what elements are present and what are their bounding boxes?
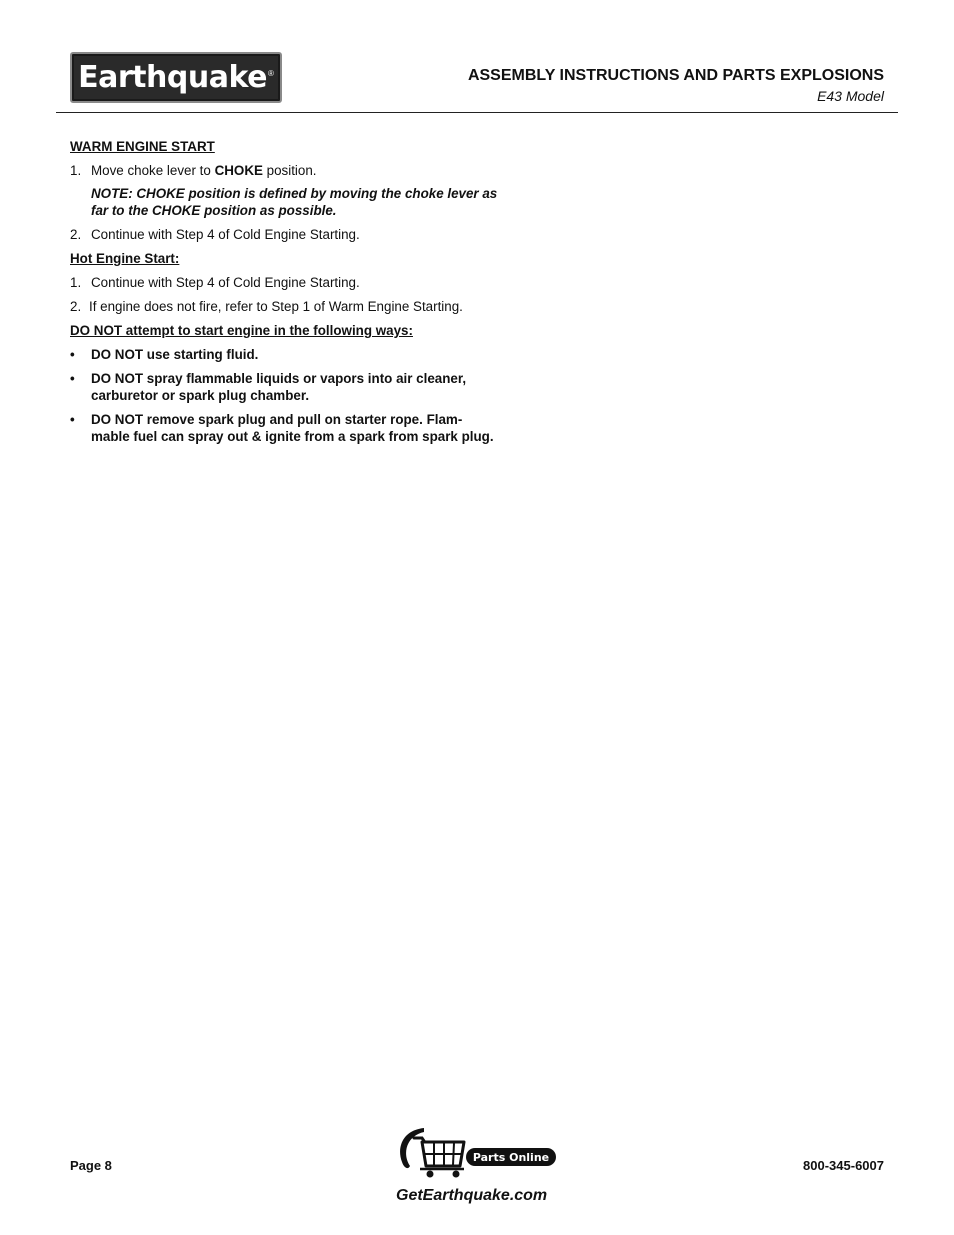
bullet-text: DO NOT use starting fluid. xyxy=(91,347,259,362)
hot-start-heading: Hot Engine Start: xyxy=(70,251,180,266)
phone-number: 800-345-6007 xyxy=(803,1158,884,1173)
website-link[interactable]: GetEarthquake.com xyxy=(396,1187,548,1204)
step-text xyxy=(91,162,317,179)
step-text-pre: Move choke lever to xyxy=(91,163,215,178)
bullet-text: DO NOT remove spark plug and pull on starter rope. Flam-mable fuel can spray out & ignite from a spark from spark plug. xyxy=(91,412,494,444)
step-number: 2. xyxy=(70,299,82,314)
model-subtitle: E43 Model xyxy=(817,88,884,104)
parts-online-cart-icon xyxy=(394,1124,560,1180)
choke-emphasis: CHOKE xyxy=(214,163,263,178)
bullet-icon: • xyxy=(70,347,75,362)
do-not-heading: DO NOT attempt to start engine in the following ways: xyxy=(70,323,413,338)
choke-note: NOTE: CHOKE position is defined by moving the choke lever as far to the CHOKE position as possible. xyxy=(91,186,498,218)
bullet-text: DO NOT spray flammable liquids or vapors into air cleaner, carburetor or spark plug chamber. xyxy=(91,371,467,403)
step-text-post: position. xyxy=(262,163,317,178)
step-number: 2. xyxy=(70,227,82,242)
warning-bullet xyxy=(70,411,500,445)
page-number: Page 8 xyxy=(70,1158,112,1173)
warm-step-2 xyxy=(70,226,500,243)
warning-bullet xyxy=(70,346,500,363)
step-text: Continue with Step 4 of Cold Engine Starting. xyxy=(91,227,360,242)
step-number: 1. xyxy=(70,163,82,178)
warm-start-heading: WARM ENGINE START xyxy=(70,139,215,154)
instructions-body xyxy=(70,138,500,452)
hot-step-2 xyxy=(70,298,500,315)
bullet-icon: • xyxy=(70,371,75,386)
hot-step-1 xyxy=(70,274,500,291)
logo-wordmark: Earthquake xyxy=(78,59,267,95)
warm-step-1 xyxy=(70,162,500,179)
step-text: If engine does not fire, refer to Step 1 of Warm Engine Starting. xyxy=(89,299,463,314)
step-number: 1. xyxy=(70,275,82,290)
step-text: Continue with Step 4 of Cold Engine Starting. xyxy=(91,275,360,290)
header-divider xyxy=(56,112,898,113)
document-title: ASSEMBLY INSTRUCTIONS AND PARTS EXPLOSIONS xyxy=(467,67,884,84)
parts-online-label: Parts Online xyxy=(472,1151,550,1164)
bullet-icon: • xyxy=(70,412,75,427)
registered-mark: ® xyxy=(267,69,274,78)
warning-bullet xyxy=(70,370,500,404)
earthquake-logo xyxy=(70,52,282,103)
